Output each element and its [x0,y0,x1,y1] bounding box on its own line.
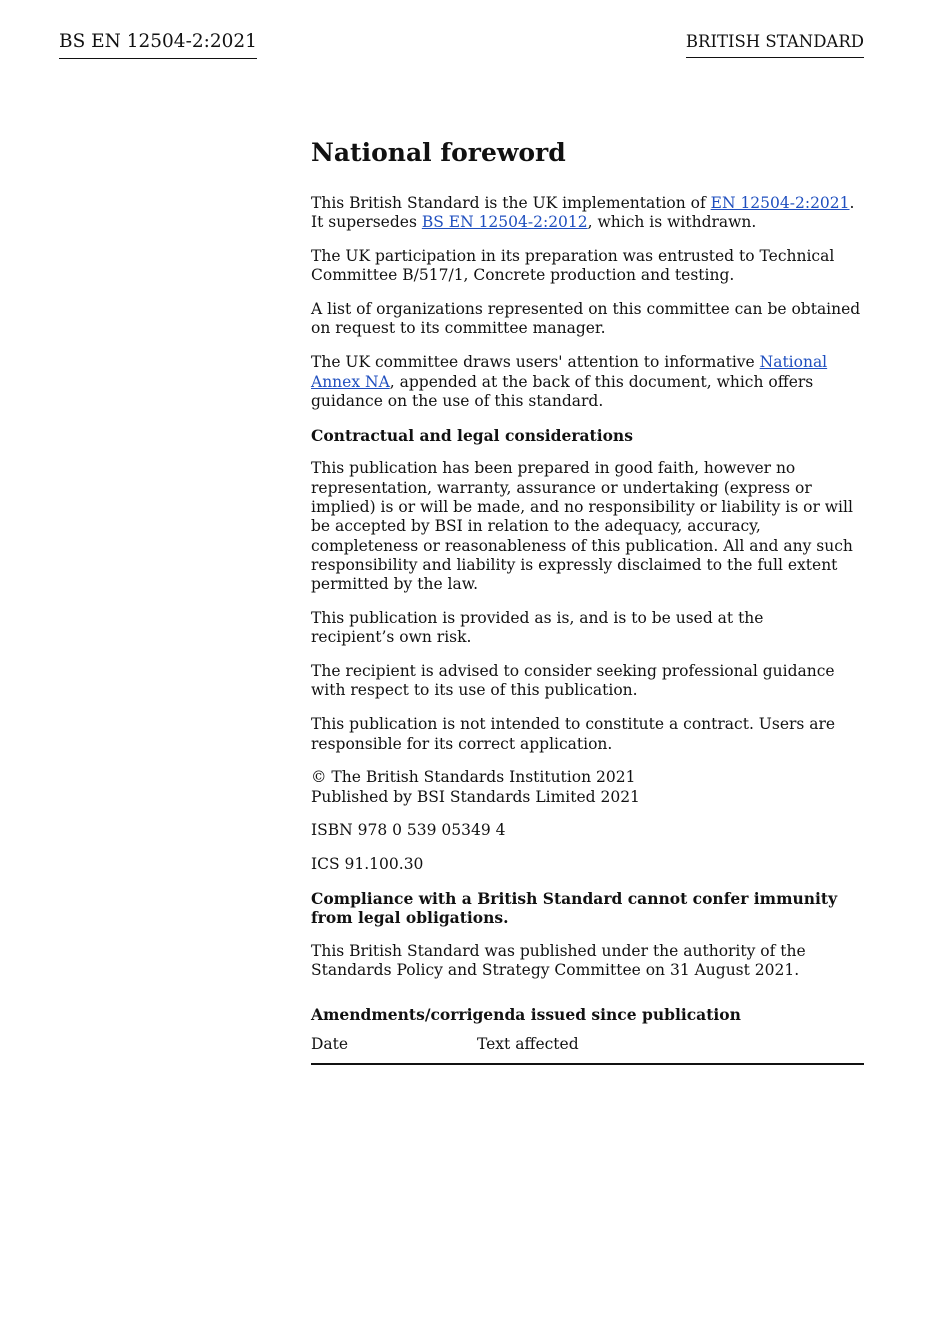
authority-paragraph: This British Standard was published under the authority of the Standards Policy and Strategy Committee on 31 August 2021. [311,942,806,980]
own-risk-paragraph: This publication is provided as is, and is to be used at the recipient’s own risk. [311,609,764,647]
professional-guidance-paragraph: The recipient is advised to consider seeking professional guidance with respect to its use of this publication. [311,662,835,700]
foreword-content [311,137,864,1065]
publisher-line: Published by BSI Standards Limited 2021 [311,787,640,806]
header-document-id: BS EN 12504-2:2021 [59,30,257,59]
legal-heading: Contractual and legal considerations [311,425,633,445]
compliance-statement: Compliance with a British Standard cannot confer immunity from legal obligations. [311,889,838,928]
isbn-line: ISBN 978 0 539 05349 4 [311,821,506,840]
national-annex-paragraph: The UK committee draws users' attention to informative National Annex NA, appended at the back of this document, which offers guidance on the use of this standard. [311,353,828,410]
page-title: National foreword [311,138,566,167]
committee-paragraph: The UK participation in its preparation was entrusted to Technical Committee B/517/1, Concrete production and testing. [311,247,835,285]
copyright-line: © The British Standards Institution 2021 [311,768,636,787]
amendments-heading: Amendments/corrigenda issued since publication [311,1004,741,1024]
good-faith-paragraph: This publication has been prepared in good faith, however no representation, warranty, assurance or undertaking (express or implied) is or will be made, and no responsibility or liability is or will be accepted by BSI in relation to the adequacy, accuracy, completeness or reasonableness of this publication. All and any such responsibility and liability is expressly disclaimed to the full extent permitted by the law. [311,459,853,594]
national-annex-link[interactable]: National Annex NA [311,353,828,391]
en-standard-link[interactable]: EN 12504-2:2021 [710,194,850,212]
amendments-header-row [311,1034,864,1064]
amendments-table [311,1034,864,1065]
copyright-block [311,768,864,807]
superseded-standard-link[interactable]: BS EN 12504-2:2012 [421,213,588,232]
implementation-paragraph: This British Standard is the UK implementation of EN 12504-2:2021. It supersedes BS EN 12504-2:2012, which is withdrawn. [311,194,855,232]
ics-line: ICS 91.100.30 [311,855,424,874]
organizations-paragraph: A list of organizations represented on this committee can be obtained on request to its committee manager. [311,300,861,338]
header-series-label: BRITISH STANDARD [686,31,864,58]
contract-paragraph: This publication is not intended to constitute a contract. Users are responsible for its correct application. [311,715,836,753]
date-column-header: Date [311,1034,477,1064]
text-affected-column-header: Text affected [477,1034,864,1064]
